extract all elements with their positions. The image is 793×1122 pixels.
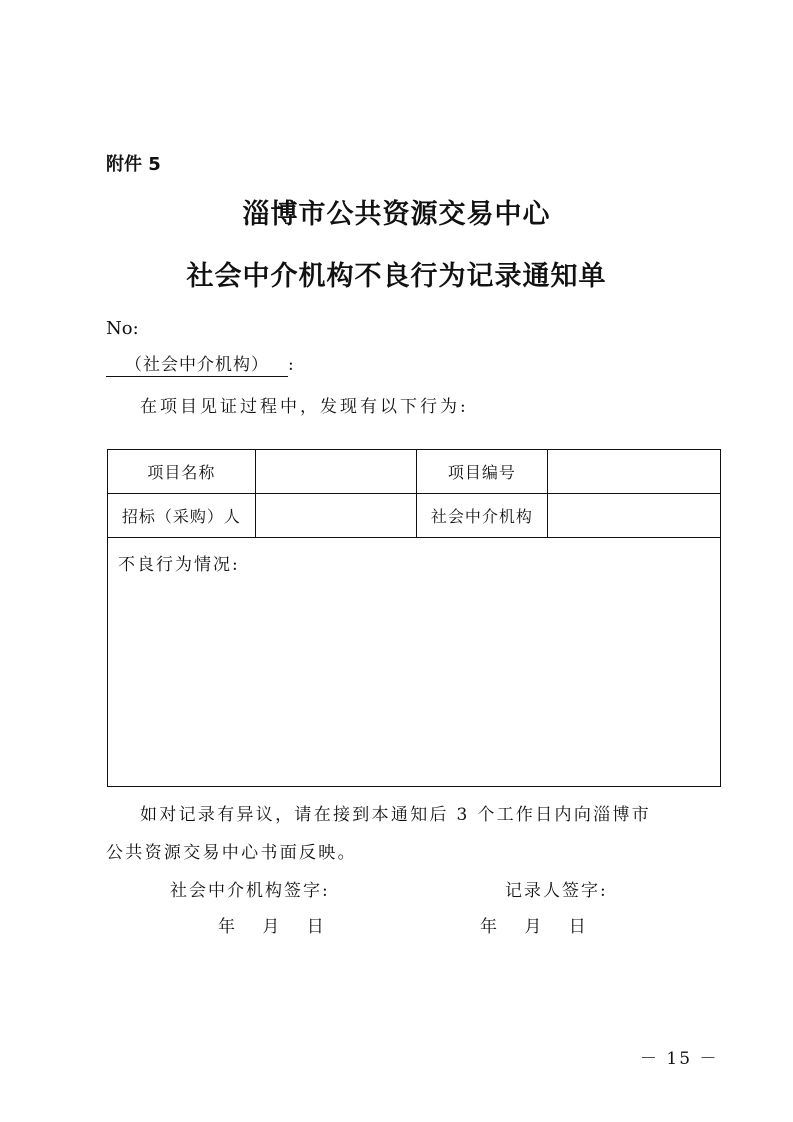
- notice-number-label: No:: [106, 318, 139, 339]
- agency-field[interactable]: [548, 494, 721, 538]
- addressee-placeholder: （社会中介机构）: [106, 354, 288, 377]
- agency-label: 社会中介机构: [416, 494, 548, 538]
- addressee: [106, 354, 295, 377]
- objection-note-line-1: 如对记录有异议，请在接到本通知后 3 个工作日内向淄博市: [140, 805, 652, 825]
- recorder-signature-label: 记录人签字:: [505, 881, 608, 901]
- agency-date-label: 年 月 日: [218, 917, 324, 937]
- intro-text: 在项目见证过程中，发现有以下行为:: [140, 397, 469, 417]
- page-number: － 15 －: [640, 1049, 719, 1069]
- attachment-label: 附件 5: [106, 154, 161, 175]
- tenderer-field[interactable]: [255, 494, 416, 538]
- recorder-date-label: 年 月 日: [480, 917, 586, 937]
- project-number-label: 项目编号: [416, 450, 548, 494]
- record-table: [107, 449, 721, 787]
- addressee-colon: :: [288, 355, 295, 375]
- misconduct-label: 不良行为情况:: [118, 555, 240, 575]
- document-title-line-1: 淄博市公共资源交易中心: [242, 199, 551, 230]
- tenderer-label: 招标（采购）人: [108, 494, 256, 538]
- table-row: [108, 494, 721, 538]
- agency-signature-label: 社会中介机构签字:: [170, 881, 330, 901]
- project-number-field[interactable]: [548, 450, 721, 494]
- table-row: [108, 450, 721, 494]
- misconduct-cell[interactable]: [108, 538, 721, 787]
- document-title-line-2: 社会中介机构不良行为记录通知单: [186, 261, 607, 292]
- project-name-label: 项目名称: [108, 450, 256, 494]
- table-row: [108, 538, 721, 787]
- project-name-field[interactable]: [255, 450, 416, 494]
- objection-note-line-2: 公共资源交易中心书面反映。: [106, 843, 357, 863]
